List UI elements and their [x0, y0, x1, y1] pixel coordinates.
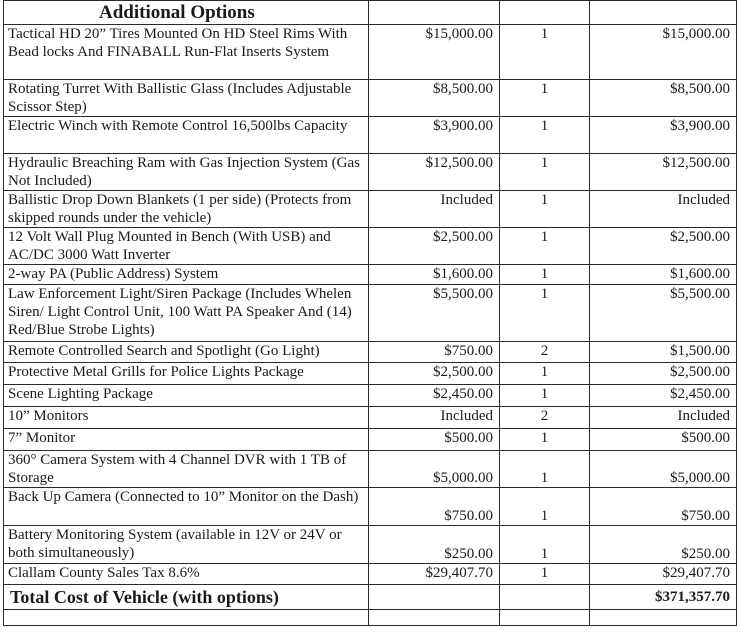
header-price-cell [369, 1, 500, 25]
blank-cell [4, 610, 369, 626]
option-description: Rotating Turret With Ballistic Glass (Includes Adjustable Scissor Step) [4, 80, 369, 117]
total-empty-cell [500, 585, 590, 610]
option-row [4, 488, 737, 526]
total-value: $371,357.70 [590, 585, 737, 610]
option-unit-price: $12,500.00 [369, 154, 500, 191]
option-row [4, 385, 737, 407]
option-quantity: 1 [500, 363, 590, 385]
blank-cell [369, 610, 500, 626]
option-line-total: $750.00 [590, 488, 737, 526]
option-line-total: $29,407.70 [590, 564, 737, 585]
option-quantity: 1 [500, 154, 590, 191]
option-unit-price: $29,407.70 [369, 564, 500, 585]
option-row [4, 25, 737, 80]
option-quantity: 2 [500, 342, 590, 363]
option-description: 2-way PA (Public Address) System [4, 265, 369, 285]
option-line-total: $3,900.00 [590, 117, 737, 154]
option-row [4, 228, 737, 265]
option-row [4, 265, 737, 285]
option-description: Ballistic Drop Down Blankets (1 per side) (Protects from skipped rounds under the vehicle) [4, 191, 369, 228]
option-row [4, 363, 737, 385]
option-line-total: $1,600.00 [590, 265, 737, 285]
options-table-body [4, 1, 737, 626]
option-quantity: 1 [500, 488, 590, 526]
option-quantity: 1 [500, 526, 590, 564]
options-table [3, 0, 737, 626]
option-unit-price: $2,500.00 [369, 228, 500, 265]
option-row [4, 191, 737, 228]
option-line-total: $2,500.00 [590, 228, 737, 265]
option-quantity: 1 [500, 451, 590, 488]
option-quantity: 1 [500, 564, 590, 585]
option-description: Protective Metal Grills for Police Lights Package [4, 363, 369, 385]
option-row [4, 342, 737, 363]
option-line-total: $2,450.00 [590, 385, 737, 407]
header-qty-cell [500, 1, 590, 25]
option-unit-price: Included [369, 407, 500, 429]
option-line-total: $500.00 [590, 429, 737, 451]
option-description: Scene Lighting Package [4, 385, 369, 407]
option-quantity: 1 [500, 80, 590, 117]
option-line-total: $15,000.00 [590, 25, 737, 80]
option-quantity: 2 [500, 407, 590, 429]
option-description: 10” Monitors [4, 407, 369, 429]
option-row [4, 407, 737, 429]
option-description: Hydraulic Breaching Ram with Gas Injection System (Gas Not Included) [4, 154, 369, 191]
option-line-total: $5,500.00 [590, 285, 737, 342]
option-unit-price: $750.00 [369, 488, 500, 526]
option-description: 7” Monitor [4, 429, 369, 451]
option-description: 12 Volt Wall Plug Mounted in Bench (With USB) and AC/DC 3000 Watt Inverter [4, 228, 369, 265]
option-line-total: Included [590, 407, 737, 429]
option-quantity: 1 [500, 429, 590, 451]
total-label: Total Cost of Vehicle (with options) [4, 585, 369, 610]
option-unit-price: $5,500.00 [369, 285, 500, 342]
option-unit-price: Included [369, 191, 500, 228]
option-line-total: $8,500.00 [590, 80, 737, 117]
blank-cell [590, 610, 737, 626]
option-row [4, 526, 737, 564]
option-unit-price: $1,600.00 [369, 265, 500, 285]
option-unit-price: $250.00 [369, 526, 500, 564]
option-line-total: $1,500.00 [590, 342, 737, 363]
option-description: Back Up Camera (Connected to 10” Monitor on the Dash) [4, 488, 369, 526]
option-line-total: $12,500.00 [590, 154, 737, 191]
option-row [4, 80, 737, 117]
blank-cell [500, 610, 590, 626]
option-unit-price: $8,500.00 [369, 80, 500, 117]
option-line-total: Included [590, 191, 737, 228]
option-row [4, 564, 737, 585]
section-title: Additional Options [4, 1, 369, 25]
option-quantity: 1 [500, 285, 590, 342]
option-quantity: 1 [500, 25, 590, 80]
option-description: Clallam County Sales Tax 8.6% [4, 564, 369, 585]
option-row [4, 451, 737, 488]
option-line-total: $5,000.00 [590, 451, 737, 488]
option-description: Tactical HD 20” Tires Mounted On HD Steel Rims With Bead locks And FINABALL Run-Flat Inserts System [4, 25, 369, 80]
option-unit-price: $5,000.00 [369, 451, 500, 488]
option-quantity: 1 [500, 117, 590, 154]
option-line-total: $250.00 [590, 526, 737, 564]
option-description: Battery Monitoring System (available in 12V or 24V or both simultaneously) [4, 526, 369, 564]
option-description: Electric Winch with Remote Control 16,500lbs Capacity [4, 117, 369, 154]
option-unit-price: $3,900.00 [369, 117, 500, 154]
total-empty-cell [369, 585, 500, 610]
option-description: Remote Controlled Search and Spotlight (Go Light) [4, 342, 369, 363]
total-row [4, 585, 737, 610]
option-row [4, 285, 737, 342]
option-unit-price: $15,000.00 [369, 25, 500, 80]
option-quantity: 1 [500, 228, 590, 265]
option-unit-price: $750.00 [369, 342, 500, 363]
header-total-cell [590, 1, 737, 25]
option-unit-price: $2,500.00 [369, 363, 500, 385]
option-row [4, 429, 737, 451]
option-row [4, 117, 737, 154]
option-row [4, 154, 737, 191]
option-quantity: 1 [500, 265, 590, 285]
option-description: 360° Camera System with 4 Channel DVR with 1 TB of Storage [4, 451, 369, 488]
header-row [4, 1, 737, 25]
blank-row [4, 610, 737, 626]
option-unit-price: $2,450.00 [369, 385, 500, 407]
option-description: Law Enforcement Light/Siren Package (Includes Whelen Siren/ Light Control Unit, 100 Watt PA Speaker And (14) Red/Blue Strobe Lights) [4, 285, 369, 342]
option-quantity: 1 [500, 385, 590, 407]
option-unit-price: $500.00 [369, 429, 500, 451]
option-quantity: 1 [500, 191, 590, 228]
option-line-total: $2,500.00 [590, 363, 737, 385]
